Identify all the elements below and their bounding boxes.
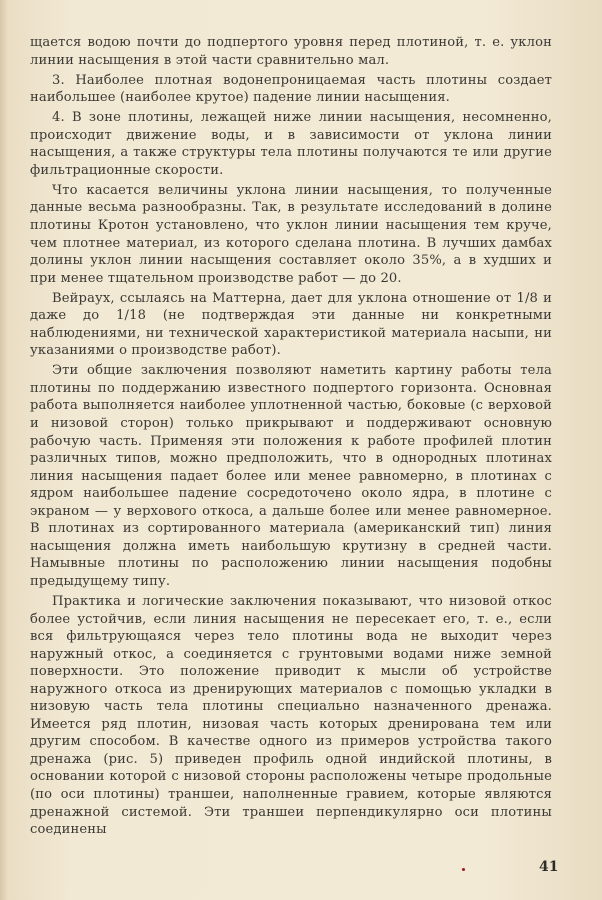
paragraph-general-conclusions: Эти общие заключения позволяют наметить картину работы тела плотины по поддержанию известного подпертого горизонта. Основная работа выполняется наиболее уплотненной частью, боковые (с верховой и низовой сторон) только прикрывают и поддерживают основную рабочую часть. Применяя эти положения к работе профилей плотин различных типов, можно предположить, что в однородных плотинах линия насыщения падает более или менее равномерно, в плотинах с ядром наибольшее падение сосредоточено около ядра, в плотине с экраном — у верхового откоса, а дальше более или менее равномерное. В плотинах из сортированного материала (американский тип) линия насыщения должна иметь наибольшую крутизну в средней части. Намывные плотины по расположению линии насыщения подобны предыдущему типу. (30, 363, 552, 589)
paragraph-point-4: 4. В зоне плотины, лежащей ниже линии насыщения, несомненно, происходит движение воды, и в зависимости от уклона линии насыщения, а также структуры тела плотины получаются те или другие фильтрационные скорости. (30, 110, 552, 178)
paragraph-weyrauch: Вейраух, ссылаясь на Маттерна, дает для уклона отношение от 1/8 и даже до 1/18 (не подтверждая эти данные ни конкретными наблюдениями, ни технической характеристикой материала насыпи, ни указаниями о производстве работ). (30, 290, 552, 359)
ink-speck (462, 868, 465, 871)
body-text (30, 34, 552, 841)
paragraph-continued: щается водою почти до подпертого уровня перед плотиной, т. е. уклон линии насыщения в этой части сравнительно мал. (30, 35, 552, 68)
paragraph-slope-values: Что касается величины уклона линии насыщения, то полученные данные весьма разнообразны. Так, в результате исследований в долине плотины Кротон установлено, что уклон линии насыщения тем круче, чем плотнее материал, из которого сделана плотина. В лучших дамбах долины уклон линии насыщения составляет около 35%, а в худших и при менее тщательном производстве работ — до 20. (30, 182, 552, 286)
page-number: 41 (539, 859, 559, 875)
binding-shadow (0, 0, 8, 900)
paragraph-point-3: 3. Наиболее плотная водонепроницаемая часть плотины создает наибольшее (наиболее крутое) падение линии насыщения. (30, 72, 552, 106)
paragraph-practice: Практика и логические заключения показывают, что низовой откос более устойчив, если линия насыщения не пересекает его, т. е., если вся фильтрующаяся через тело плотины вода не выходит через наружный откос, а соединяется с грунтовыми водами ниже земной поверхности. Это положение приводит к мысли об устройстве наружного откоса из дренирующих материалов с помощью укладки в низовую часть тела плотины специально назначенного дренажа. Имеется ряд плотин, низовая часть которых дренирована тем или другим способом. В качестве одного из примеров устройства такого дренажа (рис. 5) приведен профиль одной индийской плотины, в основании которой с низовой стороны расположены четыре продольные (по оси плотины) траншеи, наполненные гравием, которые являются дренажной системой. Эти траншеи перпендикулярно оси плотины соединены (30, 593, 552, 838)
